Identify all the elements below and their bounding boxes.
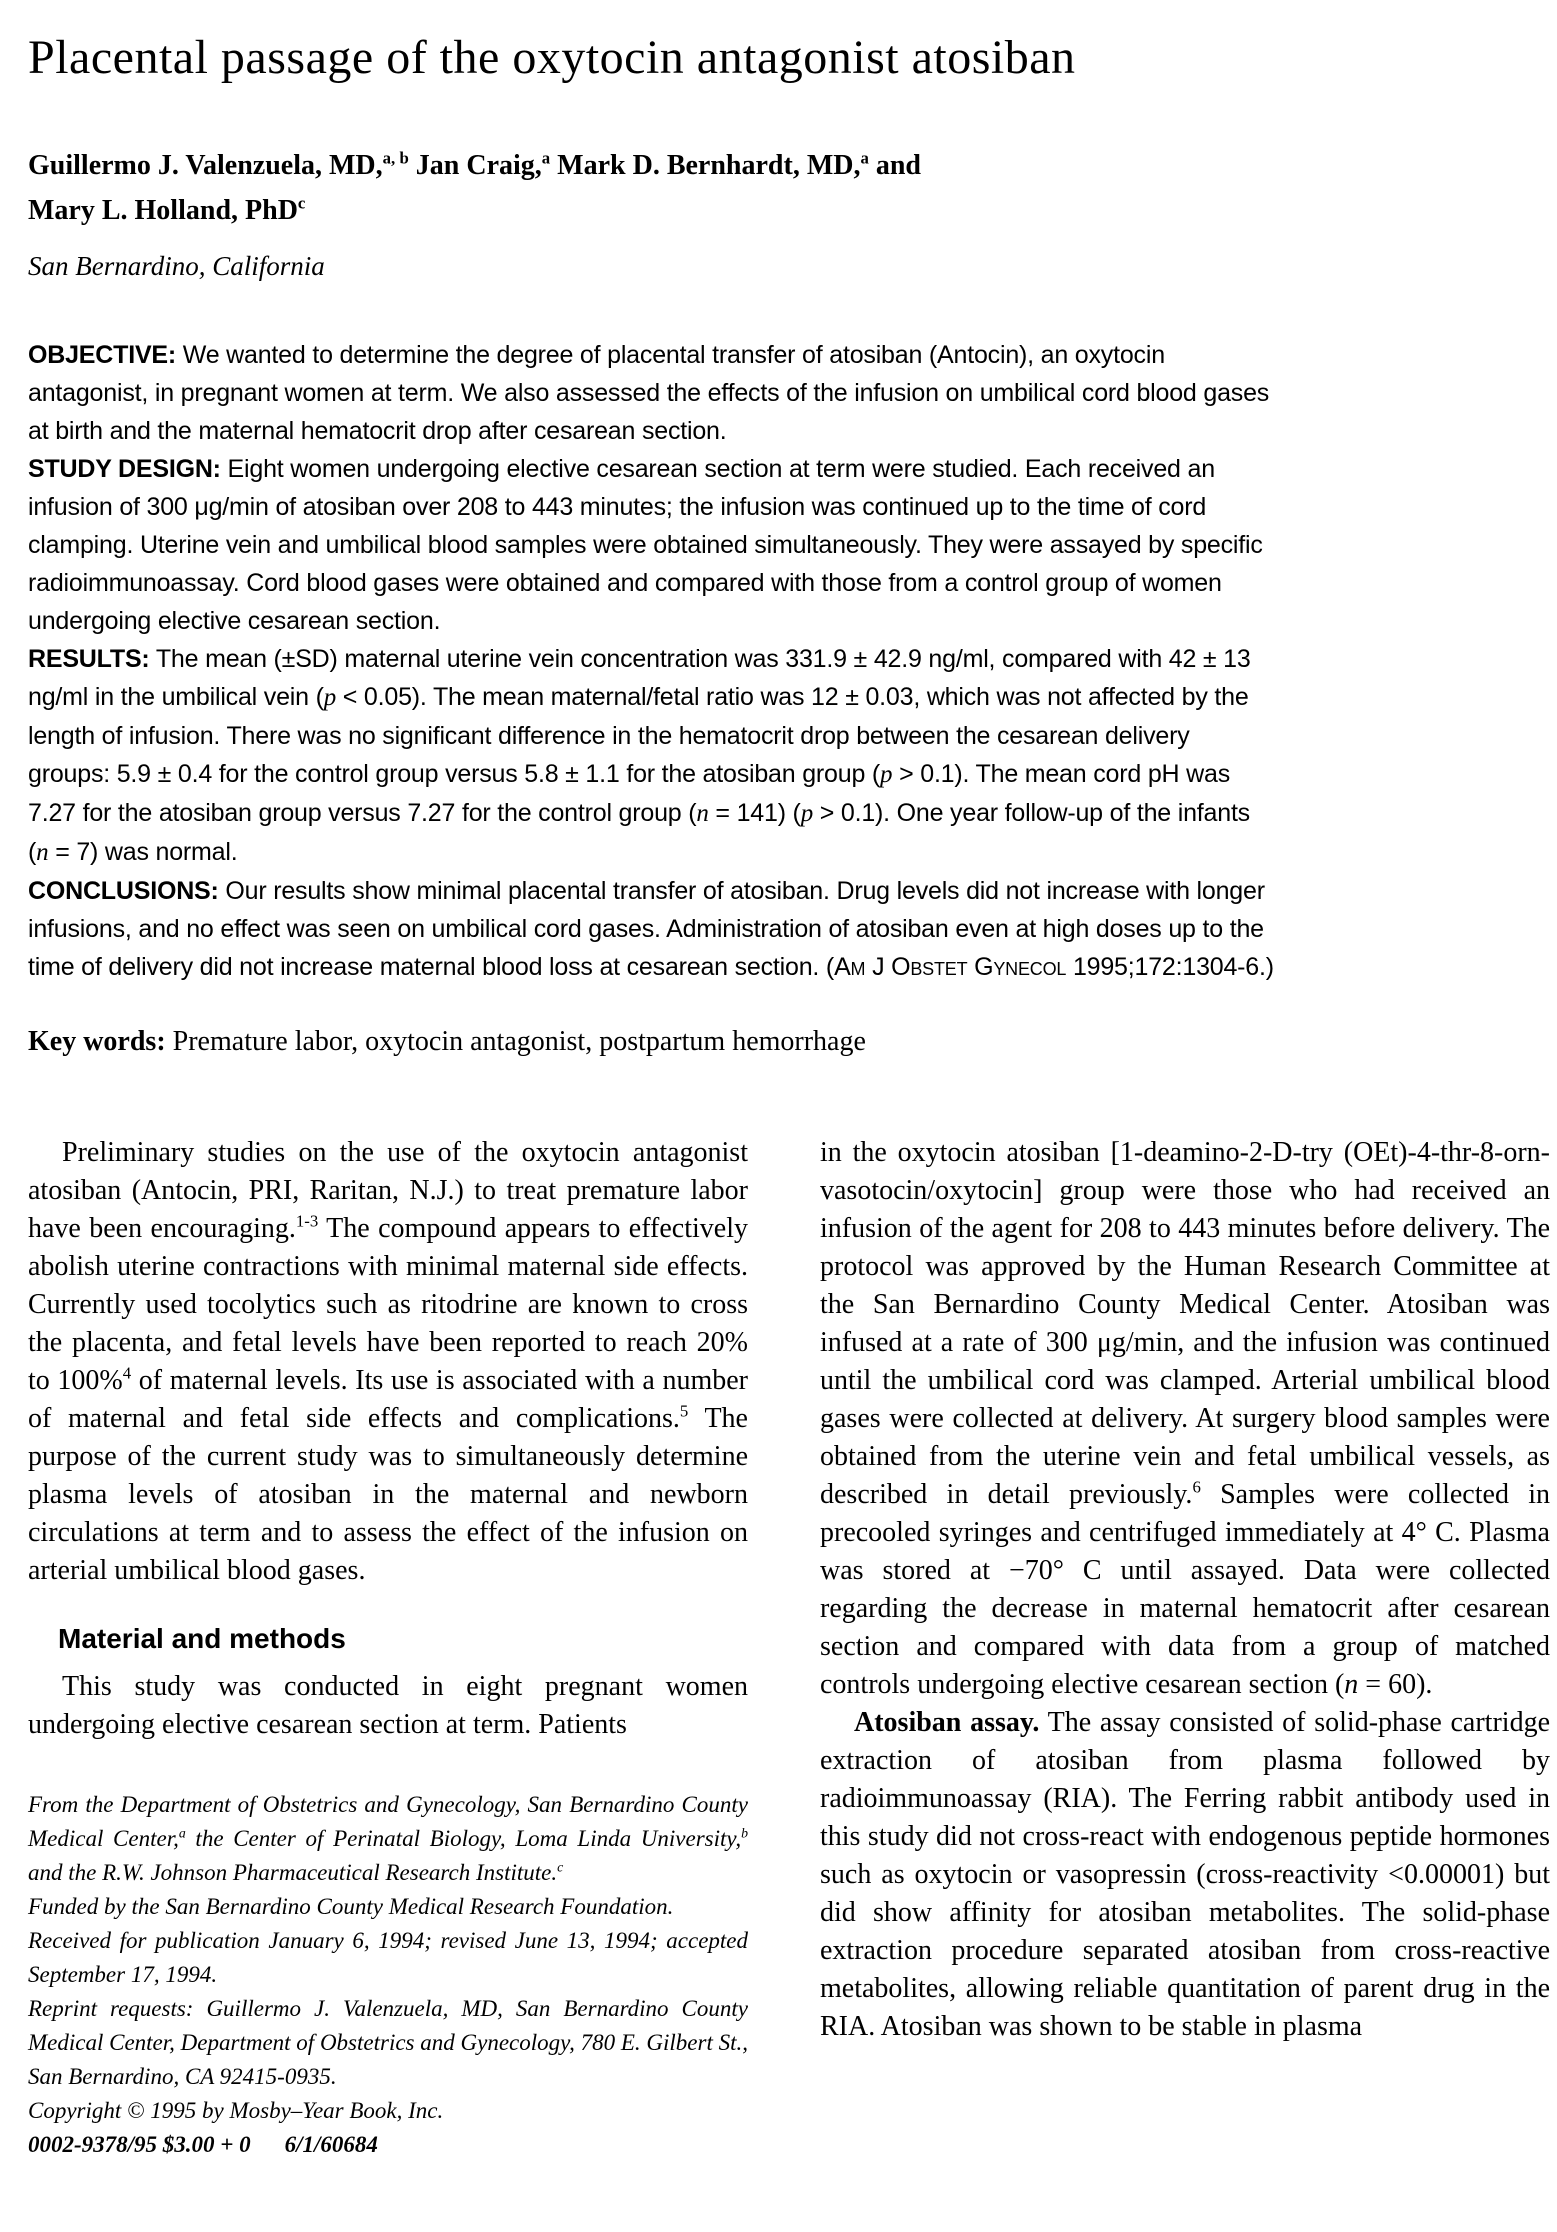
- footnote-funding: Funded by the San Bernardino County Medical Research Foundation.: [28, 1894, 674, 1920]
- assay-runin-heading: Atosiban assay.: [854, 1707, 1040, 1739]
- section-heading-methods: Material and methods: [58, 1623, 346, 1655]
- abstract-block: [28, 336, 1276, 986]
- abstract-results-label: RESULTS:: [28, 645, 150, 674]
- keywords-line: [28, 1026, 1550, 1058]
- abstract-results-text: > 0.1). The mean cord pH was 7.27 for the atosiban group versus 7.27 for the control group (: [28, 760, 1231, 828]
- stat-symbol: n: [696, 800, 709, 828]
- affiliation-marker: c: [557, 1859, 564, 1875]
- issn-price-code: 0002-9378/95 $3.00 + 0: [28, 2132, 251, 2158]
- abstract-study-label: STUDY DESIGN:: [28, 455, 221, 484]
- affiliation-marker: b: [741, 1825, 748, 1841]
- author-affiliation-marker: a: [860, 148, 869, 168]
- left-column: [28, 1134, 748, 2162]
- assay-paragraph: [820, 1704, 1550, 2046]
- abstract-results-text: > 0.1). One year follow-up of the infants (: [28, 799, 1250, 867]
- keywords-text: Premature labor, oxytocin antagonist, postpartum hemorrhage: [165, 1026, 866, 1058]
- methods-text: = 60).: [1358, 1669, 1433, 1701]
- author-affiliation-marker: a: [541, 148, 551, 168]
- author-name: Mark D. Bernhardt, MD,: [550, 150, 861, 182]
- journal-citation: Am J Obstet Gynecol: [834, 953, 1067, 982]
- methods-paragraph: This study was conducted in eight pregnant women undergoing elective cesarean section at term. Patients: [28, 1671, 748, 1741]
- abstract-conclusions-label: CONCLUSIONS:: [28, 877, 219, 906]
- journal-citation-detail: 1995;172:1304-6.): [1066, 953, 1274, 982]
- intro-text: The purpose of the current study was to simultaneously determine plasma levels of atosiban in the maternal and newborn circulations at term and to assess the effect of the infusion on arterial umbilical blood gases.: [28, 1403, 748, 1587]
- footnote-block: [28, 1788, 748, 2162]
- article-number: 6/1/60684: [284, 2132, 378, 2158]
- abstract-objective-label: OBJECTIVE:: [28, 341, 177, 370]
- footnote-text: and the R.W. Johnson Pharmaceutical Research Institute.: [28, 1860, 558, 1886]
- author-conjunction: and: [868, 150, 922, 182]
- abstract-objective-text: We wanted to determine the degree of placental transfer of atosiban (Antocin), an oxytocin antagonist, in pregnant women at term. We also assessed the effects of the infusion on umbilical cord blood gases at birth and the maternal hematocrit drop after cesarean section.: [28, 341, 1270, 446]
- stat-symbol: p: [800, 800, 813, 828]
- intro-text: Preliminary studies on the use of the oxytocin antagonist atosiban (Antocin, PRI, Raritan, N.J.) to treat premature labor have been encouraging.: [28, 1137, 748, 1245]
- methods-text: in the oxytocin atosiban [1-deamino-2-D-try (OEt)-4-thr-8-orn-vasotocin/oxytocin] group were those who had received an infusion of the agent for 208 to 443 minutes before delivery. The protocol was approved by the Human Research Committee at the San Bernardino County Medical Center. Atosiban was infused at a rate of 300 μg/min, and the infusion was continued until the umbilical cord was clamped. Arterial umbilical blood gases were collected at delivery. At surgery blood samples were obtained from the uterine vein and fetal umbilical vessels, as described in detail previously.: [820, 1137, 1550, 1511]
- reference-marker: 1-3: [295, 1211, 319, 1231]
- footnote-received: Received for publication January 6, 1994; revised June 13, 1994; accepted September 17, 1994.: [28, 1928, 748, 1988]
- abstract-results-text: < 0.05). The mean maternal/fetal ratio was 12 ± 0.03, which was not affected by the length of infusion. There was no significant difference in the hematocrit drop between the cesarean delivery groups: 5.9 ± 0.4 for the control group versus 5.8 ± 1.1 for the atosiban group (: [28, 683, 1249, 789]
- author-affiliation-marker: c: [297, 193, 306, 213]
- author-name: Jan Craig,: [408, 150, 542, 182]
- keywords-label: Key words:: [28, 1026, 166, 1058]
- stat-symbol: p: [880, 761, 893, 789]
- author-name: Guillermo J. Valenzuela, MD,: [28, 150, 383, 182]
- stat-symbol: n: [1344, 1669, 1359, 1701]
- abstract-conclusions: [28, 872, 1276, 986]
- author-name: Mary L. Holland, PhD: [28, 195, 298, 227]
- reference-marker: 4: [122, 1363, 132, 1383]
- footnote-affiliations: [28, 1788, 748, 1890]
- paper-title: Placental passage of the oxytocin antagonist atosiban: [28, 31, 1076, 84]
- methods-continued-paragraph: [820, 1134, 1550, 1704]
- abstract-study-text: Eight women undergoing elective cesarean section at term were studied. Each received an infusion of 300 μg/min of atosiban over 208 to 443 minutes; the infusion was continued up to the time of cord clamping. Uterine vein and umbilical blood samples were obtained simultaneously. They were assayed by specific radioimmunoassay. Cord blood gases were obtained and compared with those from a control group of women undergoing elective cesarean section.: [28, 455, 1263, 636]
- stat-symbol: p: [323, 684, 337, 712]
- footnote-article-code: [28, 2128, 748, 2162]
- abstract-results-text: = 7) was normal.: [48, 838, 238, 867]
- footnote-copyright: Copyright © 1995 by Mosby–Year Book, Inc.: [28, 2098, 444, 2124]
- intro-text: The compound appears to effectively abolish uterine contractions with minimal maternal side effects. Currently used tocolytics such as ritodrine are known to cross the placenta, and fetal levels have been reported to reach 20% to 100%: [28, 1213, 748, 1397]
- author-line: [28, 143, 1128, 233]
- abstract-results: [28, 640, 1276, 872]
- affiliation-marker: a: [178, 1825, 186, 1841]
- author-affiliation-marker: a, b: [382, 148, 409, 168]
- affiliation: San Bernardino, California: [28, 251, 325, 282]
- footnote-reprints: Reprint requests: Guillermo J. Valenzuela, MD, San Bernardino County Medical Center, Department of Obstetrics and Gynecology, 780 E. Gilbert St., San Bernardino, CA 92415-0935.: [28, 1996, 748, 2090]
- right-column: [820, 1134, 1550, 2162]
- stat-symbol: n: [36, 839, 49, 867]
- assay-text: The assay consisted of solid-phase cartridge extraction of atosiban from plasma followed by radioimmunoassay (RIA). The Ferring rabbit antibody used in this study did not cross-react with endogenous peptide hormones such as oxytocin or vasopressin (cross-reactivity <0.00001) but did show affinity for atosiban metabolites. The solid-phase extraction procedure separated atosiban from cross-reactive metabolites, allowing reliable quantitation of parent drug in the RIA. Atosiban was shown to be stable in plasma: [820, 1707, 1550, 2043]
- abstract-study-design: [28, 450, 1276, 640]
- reference-marker: 6: [1192, 1477, 1201, 1497]
- abstract-results-text: = 141) (: [708, 799, 801, 828]
- abstract-objective: [28, 336, 1276, 450]
- methods-text: Samples were collected in precooled syringes and centrifuged immediately at 4° C. Plasma was stored at −70° C until assayed. Data were collected regarding the decrease in maternal hematocrit after cesarean section and compared with data from a group of matched controls undergoing elective cesarean section (: [820, 1479, 1550, 1701]
- abstract-results-text: The mean (±SD) maternal uterine vein concentration was 331.9 ± 42.9 ng/ml, compared with 42 ± 13 ng/ml in the umbilical vein (: [28, 645, 1251, 712]
- intro-paragraph: [28, 1134, 748, 1590]
- body-columns: [28, 1134, 1550, 2162]
- abstract-conclusions-text: Our results show minimal placental transfer of atosiban. Drug levels did not increase with longer infusions, and no effect was seen on umbilical cord gases. Administration of atosiban even at high doses up to the time of delivery did not increase maternal blood loss at cesarean section. (: [28, 877, 1265, 982]
- footnote-text: the Center of Perinatal Biology, Loma Linda University,: [185, 1826, 742, 1852]
- reference-marker: 5: [679, 1401, 689, 1421]
- footnote-text: From the Department of Obstetrics and Gynecology, San Bernardino County Medical Center,: [28, 1792, 748, 1852]
- intro-text: of maternal levels. Its use is associated with a number of maternal and fetal side effects and complications.: [28, 1365, 748, 1435]
